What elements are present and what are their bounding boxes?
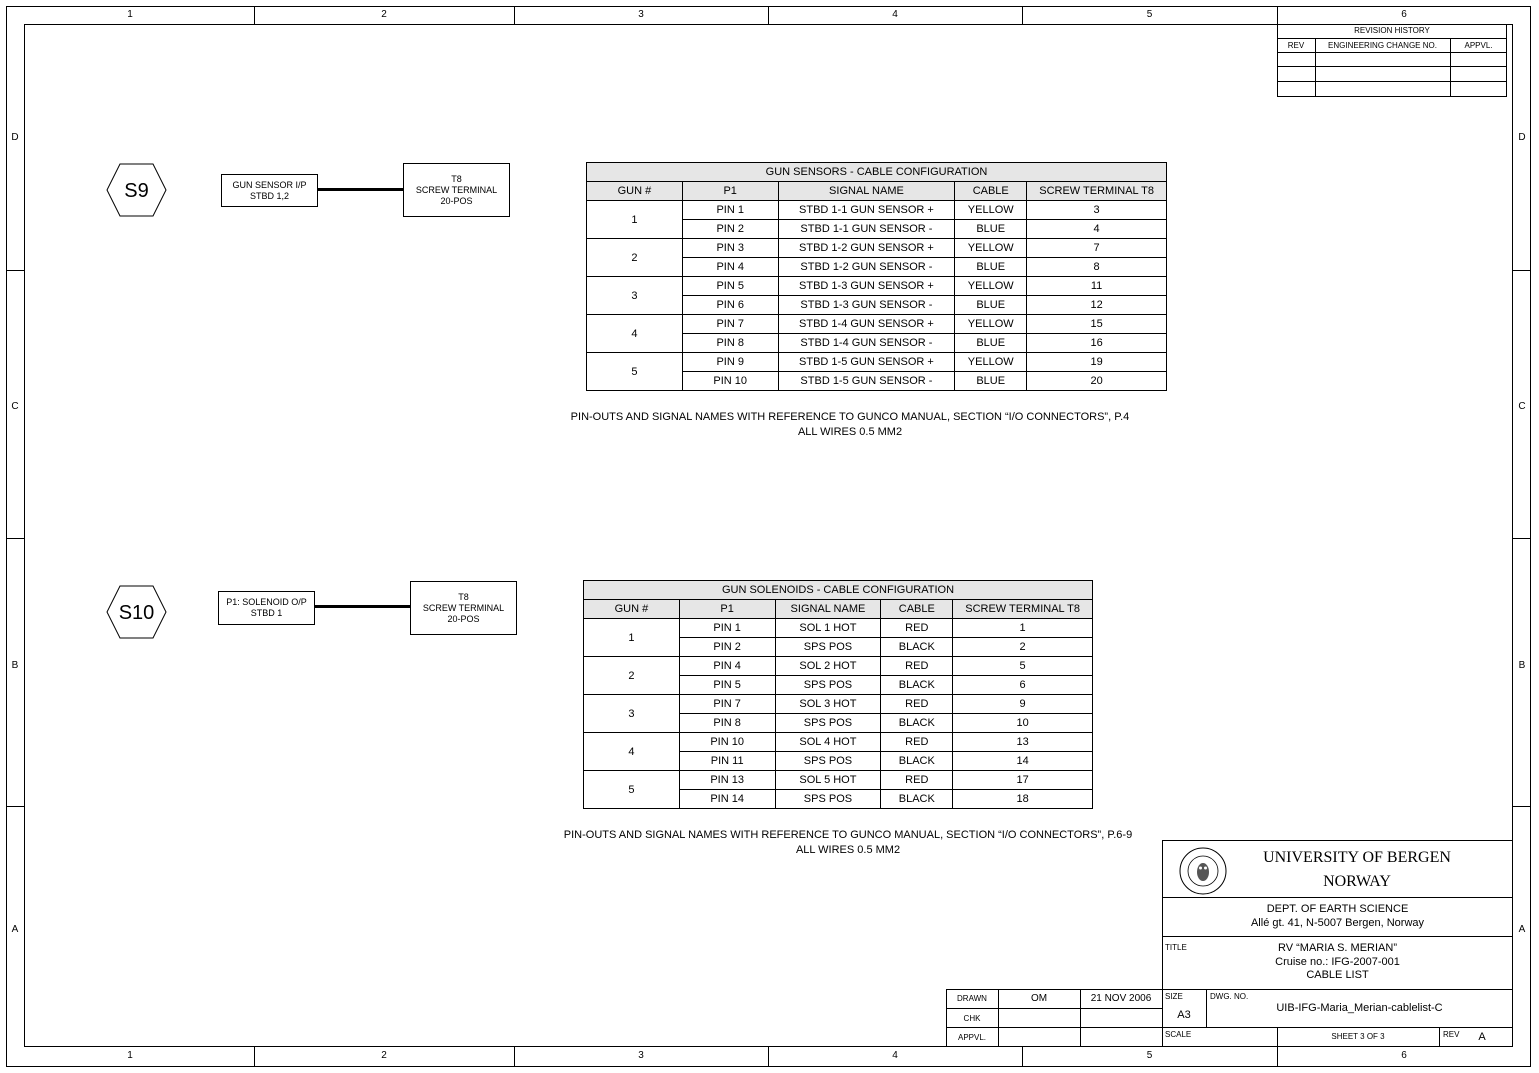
signal-name-cell: SPS POS (775, 752, 881, 771)
terminal-cell: 20 (1027, 372, 1167, 391)
s9-cable-line (318, 188, 403, 191)
size-label: SIZE (1165, 992, 1183, 1001)
s9-note (560, 410, 1140, 440)
signal-name-cell: STBD 1-1 GUN SENSOR - (778, 220, 955, 239)
title-block (1162, 840, 1513, 1047)
drawing-title-line3: CABLE LIST (1306, 969, 1369, 981)
s10-source-line2: STBD 1 (250, 608, 283, 618)
cable-color-cell: BLUE (955, 296, 1027, 315)
frame-col-label-bottom: 2 (381, 1050, 387, 1061)
frame-col-label-top: 4 (892, 9, 898, 20)
sheet-number: SHEET 3 OF 3 (1331, 1032, 1385, 1041)
drawing-number: UIB-IFG-Maria_Merian-cablelist-C (1276, 1002, 1443, 1014)
terminal-cell: 9 (953, 695, 1093, 714)
s9-source-box (221, 174, 318, 207)
cable-color-cell: RED (881, 695, 953, 714)
s9-dest-line2: SCREW TERMINAL (415, 185, 498, 195)
university-name: UNIVERSITY OF BERGEN (1263, 849, 1451, 866)
table-row (584, 771, 1093, 790)
signal-name-cell: STBD 1-3 GUN SENSOR + (778, 277, 955, 296)
s9-tag-text: S9 (124, 180, 149, 202)
table-row (584, 619, 1093, 638)
pin-cell: PIN 3 (682, 239, 778, 258)
signal-name-cell: SPS POS (775, 638, 881, 657)
pin-cell: PIN 13 (679, 771, 775, 790)
table-header: CABLE (881, 600, 953, 619)
s10-dest-box (410, 581, 517, 635)
frame-col-label-top: 6 (1401, 9, 1407, 20)
table-header: CABLE (955, 182, 1027, 201)
pin-cell: PIN 1 (679, 619, 775, 638)
s10-note (548, 828, 1148, 858)
terminal-cell: 4 (1027, 220, 1167, 239)
s9-source-line2: STBD 1,2 (249, 191, 289, 201)
frame-row-label-left: A (11, 924, 19, 935)
cable-color-cell: YELLOW (955, 201, 1027, 220)
cable-color-cell: BLACK (881, 752, 953, 771)
s9-dest-line3: 20-POS (440, 196, 473, 206)
sheet-size: A3 (1177, 1009, 1191, 1021)
signal-name-cell: SPS POS (775, 714, 881, 733)
gun-number-cell: 4 (584, 733, 680, 771)
pin-cell: PIN 5 (679, 676, 775, 695)
gun-sensors-table (586, 162, 1167, 391)
terminal-cell: 7 (1027, 239, 1167, 258)
frame-row-label-right: C (1518, 401, 1526, 412)
signal-name-cell: SOL 2 HOT (775, 657, 881, 676)
approval-block (946, 989, 1162, 1047)
pin-cell: PIN 2 (679, 638, 775, 657)
pin-cell: PIN 1 (682, 201, 778, 220)
scale-label: SCALE (1165, 1030, 1192, 1039)
table-header: SCREW TERMINAL T8 (1027, 182, 1167, 201)
pin-cell: PIN 2 (682, 220, 778, 239)
signal-name-cell: SOL 5 HOT (775, 771, 881, 790)
cable-color-cell: BLUE (955, 220, 1027, 239)
pin-cell: PIN 14 (679, 790, 775, 809)
terminal-cell: 1 (953, 619, 1093, 638)
signal-name-cell: SOL 3 HOT (775, 695, 881, 714)
table-header: SIGNAL NAME (775, 600, 881, 619)
terminal-cell: 18 (953, 790, 1093, 809)
cable-color-cell: BLACK (881, 638, 953, 657)
cable-color-cell: BLACK (881, 714, 953, 733)
table-row (587, 201, 1167, 220)
s10-dest-line3: 20-POS (447, 614, 480, 624)
s9-note-line2: ALL WIRES 0.5 MM2 (797, 426, 903, 438)
gun-solenoids-table (583, 580, 1093, 809)
pin-cell: PIN 10 (682, 372, 778, 391)
signal-name-cell: SOL 4 HOT (775, 733, 881, 752)
terminal-cell: 10 (953, 714, 1093, 733)
cable-color-cell: RED (881, 771, 953, 790)
terminal-cell: 13 (953, 733, 1093, 752)
s10-cable-line (315, 605, 410, 608)
title-label: TITLE (1165, 943, 1187, 952)
gun-number-cell: 3 (584, 695, 680, 733)
signal-name-cell: STBD 1-4 GUN SENSOR - (778, 334, 955, 353)
pin-cell: PIN 5 (682, 277, 778, 296)
signal-name-cell: STBD 1-2 GUN SENSOR - (778, 258, 955, 277)
rev-label: REV (1443, 1030, 1460, 1039)
s9-dest-box (403, 163, 510, 217)
table-header: SIGNAL NAME (778, 182, 955, 201)
s10-note-line1: PIN-OUTS AND SIGNAL NAMES WITH REFERENCE TO GUNCO MANUAL, SECTION “I/O CONNECTORS”, P.6-9 (563, 829, 1133, 841)
signal-name-cell: STBD 1-2 GUN SENSOR + (778, 239, 955, 258)
frame-col-label-bottom: 4 (892, 1050, 898, 1061)
terminal-cell: 6 (953, 676, 1093, 695)
revision-col-appvl: APPVL. (1464, 41, 1493, 50)
frame-row-label-left: D (11, 132, 19, 143)
cable-color-cell: BLUE (955, 334, 1027, 353)
s9-dest-line1: T8 (451, 174, 462, 184)
cable-color-cell: BLACK (881, 676, 953, 695)
table-header: SCREW TERMINAL T8 (953, 600, 1093, 619)
department-address: Allé gt. 41, N-5007 Bergen, Norway (1250, 917, 1425, 929)
pin-cell: PIN 9 (682, 353, 778, 372)
gun-number-cell: 4 (587, 315, 683, 353)
revision-col-ecn: ENGINEERING CHANGE NO. (1328, 41, 1437, 50)
gun-solenoids-table-title: GUN SOLENOIDS - CABLE CONFIGURATION (584, 581, 1093, 600)
signal-name-cell: STBD 1-4 GUN SENSOR + (778, 315, 955, 334)
table-header: P1 (679, 600, 775, 619)
pin-cell: PIN 10 (679, 733, 775, 752)
s10-hexagon-tag (105, 585, 168, 639)
gun-sensors-table-title: GUN SENSORS - CABLE CONFIGURATION (587, 163, 1167, 182)
signal-name-cell: STBD 1-5 GUN SENSOR - (778, 372, 955, 391)
pin-cell: PIN 4 (679, 657, 775, 676)
table-row (587, 277, 1167, 296)
gun-number-cell: 2 (584, 657, 680, 695)
gun-number-cell: 5 (587, 353, 683, 391)
table-header: GUN # (587, 182, 683, 201)
drawing-title-line2: Cruise no.: IFG-2007-001 (1275, 956, 1400, 968)
gun-number-cell: 1 (587, 201, 683, 239)
terminal-cell: 5 (953, 657, 1093, 676)
cable-color-cell: BLUE (955, 258, 1027, 277)
gun-number-cell: 2 (587, 239, 683, 277)
signal-name-cell: STBD 1-3 GUN SENSOR - (778, 296, 955, 315)
s10-dest-line2: SCREW TERMINAL (422, 603, 505, 613)
table-row (584, 733, 1093, 752)
s10-source-box (218, 591, 315, 625)
gun-number-cell: 3 (587, 277, 683, 315)
pin-cell: PIN 4 (682, 258, 778, 277)
drawn-date: 21 NOV 2006 (1090, 993, 1152, 1004)
cable-color-cell: YELLOW (955, 277, 1027, 296)
table-row (584, 695, 1093, 714)
table-row (587, 353, 1167, 372)
drawn-label: DRAWN (957, 994, 987, 1003)
gun-number-cell: 5 (584, 771, 680, 809)
signal-name-cell: STBD 1-5 GUN SENSOR + (778, 353, 955, 372)
cable-color-cell: RED (881, 733, 953, 752)
revision-value: A (1478, 1031, 1486, 1043)
frame-row-label-right: B (1518, 660, 1526, 671)
signal-name-cell: SPS POS (775, 676, 881, 695)
terminal-cell: 12 (1027, 296, 1167, 315)
frame-col-label-bottom: 5 (1146, 1050, 1153, 1061)
s10-source-line1: P1: SOLENOID O/P (226, 597, 307, 607)
table-row (587, 239, 1167, 258)
university-seal-icon (1176, 846, 1230, 896)
table-row (584, 657, 1093, 676)
frame-col-label-bottom: 3 (638, 1050, 644, 1061)
frame-row-label-left: C (11, 401, 19, 412)
frame-col-label-bottom: 1 (127, 1050, 133, 1061)
cable-color-cell: BLACK (881, 790, 953, 809)
frame-row-label-right: D (1518, 132, 1526, 143)
revision-col-rev: REV (1287, 41, 1305, 50)
s9-note-line1: PIN-OUTS AND SIGNAL NAMES WITH REFERENCE TO GUNCO MANUAL, SECTION “I/O CONNECTORS”, P.4 (570, 411, 1130, 423)
frame-row-label-right: A (1518, 924, 1526, 935)
s10-note-line2: ALL WIRES 0.5 MM2 (795, 844, 901, 856)
terminal-cell: 8 (1027, 258, 1167, 277)
s10-tag-text: S10 (118, 602, 155, 624)
pin-cell: PIN 8 (682, 334, 778, 353)
cable-color-cell: YELLOW (955, 239, 1027, 258)
revision-history-block (1277, 24, 1507, 97)
chk-label: CHK (963, 1014, 981, 1023)
cable-color-cell: BLUE (955, 372, 1027, 391)
frame-col-label-top: 2 (381, 9, 387, 20)
terminal-cell: 17 (953, 771, 1093, 790)
department-name: DEPT. OF EARTH SCIENCE (1266, 903, 1409, 915)
table-header: GUN # (584, 600, 680, 619)
signal-name-cell: STBD 1-1 GUN SENSOR + (778, 201, 955, 220)
signal-name-cell: SOL 1 HOT (775, 619, 881, 638)
signal-name-cell: SPS POS (775, 790, 881, 809)
pin-cell: PIN 6 (682, 296, 778, 315)
s9-hexagon-tag (105, 163, 168, 217)
revision-history-title: REVISION HISTORY (1354, 26, 1430, 35)
pin-cell: PIN 11 (679, 752, 775, 771)
terminal-cell: 15 (1027, 315, 1167, 334)
table-header: P1 (682, 182, 778, 201)
terminal-cell: 16 (1027, 334, 1167, 353)
terminal-cell: 14 (953, 752, 1093, 771)
terminal-cell: 2 (953, 638, 1093, 657)
cable-color-cell: RED (881, 619, 953, 638)
cable-color-cell: YELLOW (955, 353, 1027, 372)
s9-source-line1: GUN SENSOR I/P (232, 180, 307, 190)
pin-cell: PIN 7 (682, 315, 778, 334)
pin-cell: PIN 8 (679, 714, 775, 733)
table-row (587, 315, 1167, 334)
cable-color-cell: YELLOW (955, 315, 1027, 334)
drawing-title-line1: RV “MARIA S. MERIAN” (1278, 942, 1397, 954)
pin-cell: PIN 7 (679, 695, 775, 714)
frame-col-label-bottom: 6 (1401, 1050, 1407, 1061)
drawn-by: OM (1030, 993, 1048, 1004)
cable-color-cell: RED (881, 657, 953, 676)
dwg-no-label: DWG. NO. (1210, 992, 1249, 1001)
terminal-cell: 3 (1027, 201, 1167, 220)
frame-col-label-top: 3 (638, 9, 644, 20)
s10-dest-line1: T8 (458, 592, 469, 602)
appvl-label: APPVL. (957, 1033, 986, 1042)
university-country: NORWAY (1323, 873, 1391, 890)
frame-row-label-left: B (11, 660, 19, 671)
terminal-cell: 19 (1027, 353, 1167, 372)
frame-col-label-top: 5 (1146, 9, 1153, 20)
frame-col-label-top: 1 (127, 9, 133, 20)
terminal-cell: 11 (1027, 277, 1167, 296)
gun-number-cell: 1 (584, 619, 680, 657)
